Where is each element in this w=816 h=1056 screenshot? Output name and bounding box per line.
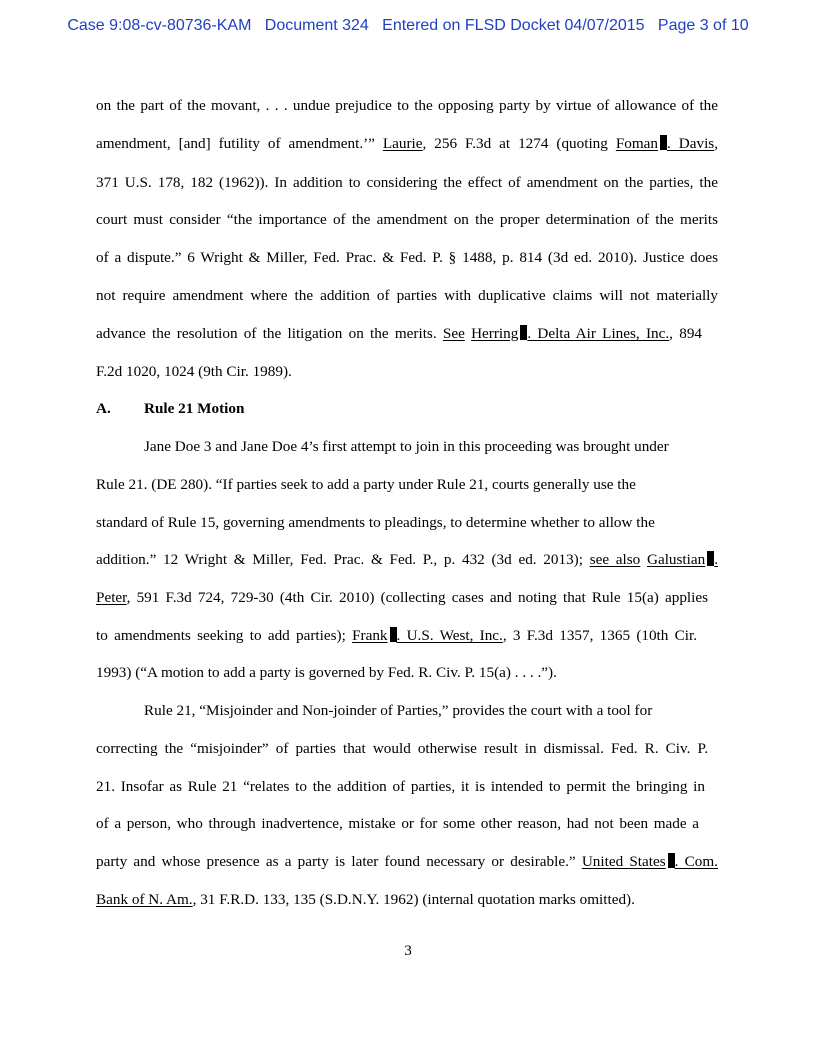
case-citation: Laurie	[382, 135, 423, 152]
signal-see-also: see also	[589, 551, 641, 568]
signal-see: See	[442, 325, 465, 342]
text-line: Peter, 591 F.3d 724, 729-30 (4th Cir. 2010) (collecting cases and noting that Rule 15(a) applies	[96, 589, 708, 606]
text-line: not require amendment where the addition of parties with duplicative claims will not materially	[96, 287, 718, 304]
redaction-block	[660, 135, 667, 150]
case-citation: Galustian .	[646, 551, 718, 568]
text-line: on the part of the movant, . . . undue prejudice to the opposing party by virtue of allowance of the	[96, 97, 718, 114]
text-line: 1993) (“A motion to add a party is governed by Fed. R. Civ. P. 15(a) . . . .”).	[96, 664, 557, 681]
redaction-block	[390, 627, 397, 642]
case-citation: Frank . U.S. West, Inc.	[352, 627, 503, 644]
text-line: of a person, who through inadvertence, mistake or for some other reason, had not been made a	[96, 815, 699, 832]
case-citation: Bank of N. Am.	[96, 891, 193, 908]
text-line: court must consider “the importance of the amendment on the proper determination of the merits	[96, 211, 718, 228]
case-citation: United States . Com.	[581, 853, 718, 870]
text-line: Bank of N. Am., 31 F.R.D. 133, 135 (S.D.N.Y. 1962) (internal quotation marks omitted).	[96, 891, 635, 908]
case-citation: Foman . Davis	[615, 135, 715, 152]
text-line: to amendments seeking to add parties); Frank . U.S. West, Inc., 3 F.3d 1357, 1365 (10th Cir.	[96, 627, 698, 644]
docket-header: Case 9:08-cv-80736-KAM Document 324 Entered on FLSD Docket 04/07/2015 Page 3 of 10	[67, 17, 749, 34]
text-line: 21. Insofar as Rule 21 “relates to the addition of parties, it is intended to permit the bringing in	[96, 778, 705, 795]
text-line: addition.” 12 Wright & Miller, Fed. Prac. & Fed. P., p. 432 (3d ed. 2013); see also Galustian .	[96, 551, 718, 568]
text-line: 371 U.S. 178, 182 (1962)). In addition to considering the effect of amendment on the parties, the	[96, 174, 718, 191]
section-title: Rule 21 Motion	[144, 400, 245, 417]
text-line: Jane Doe 3 and Jane Doe 4’s first attempt to join in this proceeding was brought under	[144, 438, 669, 455]
page-number: 3	[404, 942, 412, 959]
text-line: correcting the “misjoinder” of parties that would otherwise result in dismissal. Fed. R. Civ. P.	[96, 740, 708, 757]
text-line: F.2d 1020, 1024 (9th Cir. 1989).	[96, 363, 292, 380]
case-citation: Peter	[96, 589, 127, 606]
text-line: of a dispute.” 6 Wright & Miller, Fed. Prac. & Fed. P. § 1488, p. 814 (3d ed. 2010). Justice does	[96, 249, 718, 266]
section-letter: A.	[96, 400, 111, 417]
text-line: amendment, [and] futility of amendment.’” Laurie, 256 F.3d at 1274 (quoting Foman . Davis,	[96, 135, 719, 152]
text-line: standard of Rule 15, governing amendments to pleadings, to determine whether to allow the	[96, 514, 655, 531]
text-line: party and whose presence as a party is later found necessary or desirable.” United States . Com.	[96, 853, 718, 870]
case-citation: Herring . Delta Air Lines, Inc.	[471, 325, 670, 342]
redaction-block	[668, 853, 675, 868]
text-line: Rule 21. (DE 280). “If parties seek to add a party under Rule 21, courts generally use the	[96, 476, 636, 493]
text-line: advance the resolution of the litigation on the merits. See Herring . Delta Air Lines, Inc., 894	[96, 325, 703, 342]
text-line: Rule 21, “Misjoinder and Non-joinder of Parties,” provides the court with a tool for	[144, 702, 653, 719]
